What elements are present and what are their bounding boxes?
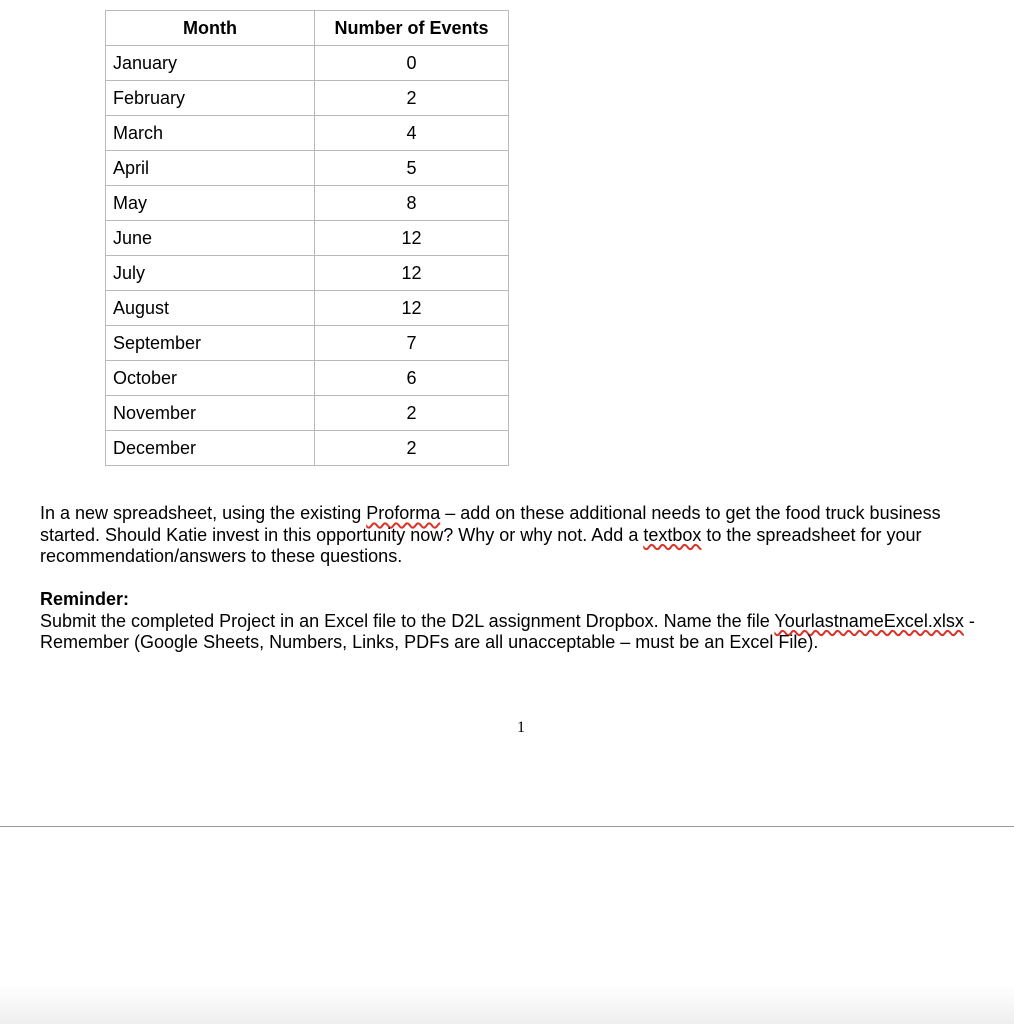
- event-count-cell: 8: [315, 186, 509, 221]
- table-row: [106, 361, 509, 396]
- month-header: Month: [106, 11, 315, 46]
- table-row: [106, 186, 509, 221]
- month-cell: June: [106, 221, 315, 256]
- event-count-cell: 5: [315, 151, 509, 186]
- spellcheck-word-textbox: textbox: [643, 524, 702, 545]
- instructions-text-1: In a new spreadsheet, using the existing: [40, 503, 367, 523]
- event-count-cell: 2: [315, 431, 509, 466]
- month-cell: January: [106, 46, 315, 81]
- month-cell: March: [106, 116, 315, 151]
- table-row: [106, 221, 509, 256]
- instructions-text-2: – add on these additional needs to get the food truck business started. Should Katie invest in this opportunity now? Why or why not. Add a: [40, 503, 941, 545]
- spellcheck-word-proforma: Proforma: [366, 503, 441, 523]
- table-row: [106, 396, 509, 431]
- events-table: [105, 10, 509, 466]
- page-bottom-shade: [0, 985, 1014, 1024]
- month-cell: August: [106, 291, 315, 326]
- table-row: [106, 326, 509, 361]
- event-count-cell: 12: [315, 221, 509, 256]
- reminder-text-1: Submit the completed Project in an Excel file to the D2L assignment Dropbox. Name the file: [40, 610, 775, 631]
- event-count-cell: 12: [315, 291, 509, 326]
- table-row: [106, 256, 509, 291]
- event-count-cell: 2: [315, 81, 509, 116]
- table-row: [106, 431, 509, 466]
- table-body: [106, 46, 509, 466]
- table-row: [106, 151, 509, 186]
- event-count-cell: 2: [315, 396, 509, 431]
- table-header-row: [106, 11, 509, 46]
- month-cell: October: [106, 361, 315, 396]
- month-cell: September: [106, 326, 315, 361]
- event-count-cell: 12: [315, 256, 509, 291]
- instructions-paragraph: [40, 503, 980, 568]
- count-header: Number of Events: [315, 11, 509, 46]
- month-cell: April: [106, 151, 315, 186]
- reminder-paragraph: [40, 589, 1010, 654]
- instructions-text-3: to the spreadsheet for your recommendation/answers to these questions.: [40, 524, 922, 566]
- reminder-heading: Reminder:: [40, 589, 130, 609]
- table-row: [106, 46, 509, 81]
- event-count-cell: 4: [315, 116, 509, 151]
- event-count-cell: 7: [315, 326, 509, 361]
- reminder-text-2: - Remember (Google Sheets, Numbers, Links, PDFs are all unacceptable – must be an Excel File).: [40, 610, 975, 652]
- month-cell: July: [106, 256, 315, 291]
- page-divider: [0, 826, 1014, 827]
- spellcheck-word-filename: YourlastnameExcel.xlsx: [774, 610, 964, 631]
- page-number: 1: [517, 719, 525, 736]
- month-cell: December: [106, 431, 315, 466]
- event-count-cell: 0: [315, 46, 509, 81]
- month-cell: May: [106, 186, 315, 221]
- table-row: [106, 116, 509, 151]
- month-cell: February: [106, 81, 315, 116]
- table-row: [106, 81, 509, 116]
- event-count-cell: 6: [315, 361, 509, 396]
- month-cell: November: [106, 396, 315, 431]
- table-row: [106, 291, 509, 326]
